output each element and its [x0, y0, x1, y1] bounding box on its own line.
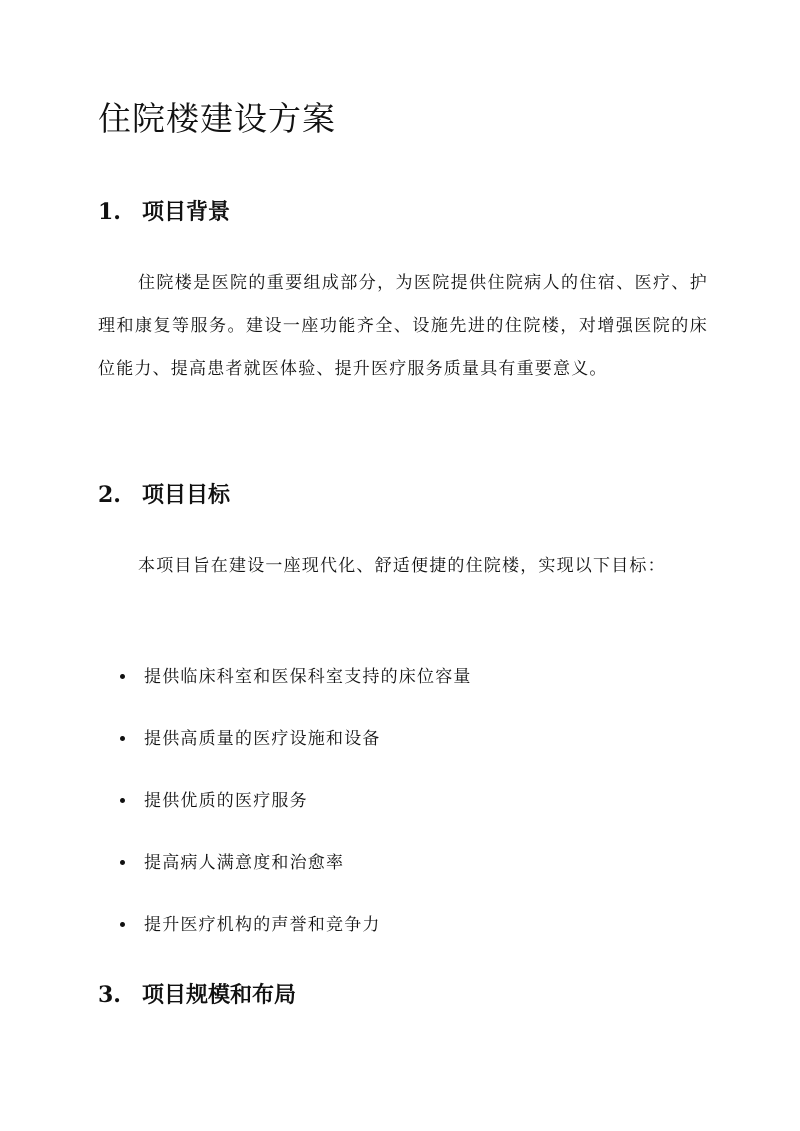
bullet-item	[98, 781, 472, 843]
section-heading-goals	[98, 480, 230, 510]
section-title: 项目背景	[142, 199, 231, 225]
bullet-dot-icon	[120, 860, 125, 865]
bullet-text: 提高病人满意度和治愈率	[144, 853, 345, 873]
section-number: 2.	[98, 482, 121, 508]
bullet-item	[98, 719, 472, 781]
bullet-item	[98, 843, 472, 905]
background-paragraph: 住院楼是医院的重要组成部分，为医院提供住院病人的住宿、医疗、护理和康复等服务。建设一座功能齐全、设施先进的住院楼，对增强医院的床位能力、提高患者就医体验、提升医疗服务质量具有重要意义。	[98, 273, 708, 379]
section-number: 1.	[98, 199, 121, 225]
section-title: 项目目标	[142, 482, 231, 508]
bullet-item	[98, 657, 472, 719]
bullet-text: 提升医疗机构的声誉和竞争力	[144, 915, 381, 935]
bullet-dot-icon	[120, 798, 125, 803]
goals-bullet-list	[98, 657, 472, 967]
goals-paragraph: 本项目旨在建设一座现代化、舒适便捷的住院楼，实现以下目标：	[138, 556, 666, 576]
section-number: 3.	[98, 982, 121, 1008]
section-heading-background	[98, 197, 230, 227]
bullet-text: 提供优质的医疗服务	[144, 791, 308, 811]
bullet-text: 提供高质量的医疗设施和设备	[144, 729, 381, 749]
bullet-item	[98, 905, 472, 967]
bullet-text: 提供临床科室和医保科室支持的床位容量	[144, 667, 472, 687]
bullet-dot-icon	[120, 922, 125, 927]
bullet-dot-icon	[120, 736, 125, 741]
document-title: 住院楼建设方案	[98, 99, 336, 138]
section-title: 项目规模和布局	[142, 982, 297, 1008]
section-heading-scale-layout	[98, 980, 296, 1010]
bullet-dot-icon	[120, 674, 125, 679]
